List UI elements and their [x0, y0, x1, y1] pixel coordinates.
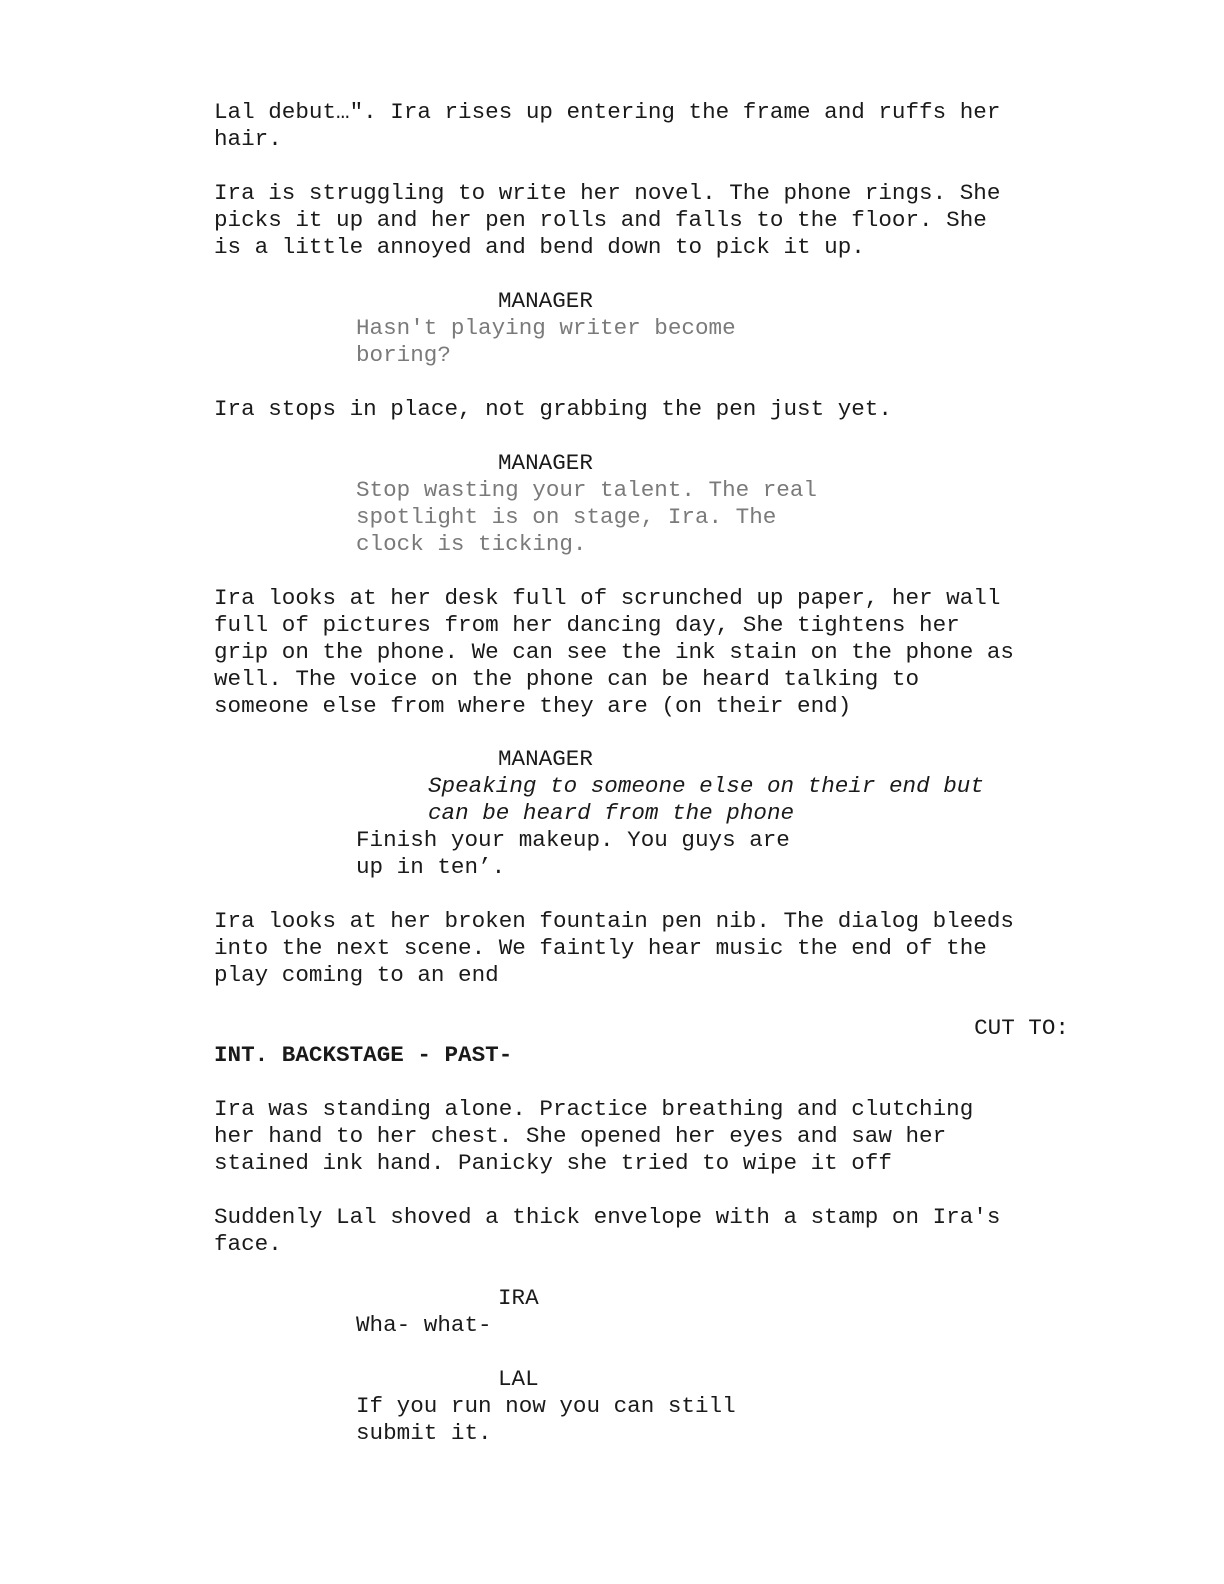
- dialogue: If you run now you can still submit it.: [356, 1393, 736, 1446]
- action-paragraph: Ira was standing alone. Practice breathing and clutching her hand to her chest. She opened her eyes and saw her stained ink hand. Panicky she tried to wipe it off: [214, 1096, 974, 1176]
- dialogue: Wha- what-: [356, 1312, 492, 1338]
- action-paragraph: Suddenly Lal shoved a thick envelope with a stamp on Ira's face.: [214, 1204, 1001, 1257]
- character-name: MANAGER: [498, 450, 593, 476]
- dialogue: Finish your makeup. You guys are up in ten’.: [356, 827, 790, 880]
- character-name: LAL: [498, 1366, 539, 1392]
- parenthetical: Speaking to someone else on their end but can be heard from the phone: [428, 773, 984, 826]
- action-paragraph: Lal debut…". Ira rises up entering the frame and ruffs her hair.: [214, 99, 1001, 152]
- character-name: MANAGER: [498, 288, 593, 314]
- dialogue: Stop wasting your talent. The real spotlight is on stage, Ira. The clock is ticking.: [356, 477, 817, 557]
- action-paragraph: Ira is struggling to write her novel. The phone rings. She picks it up and her pen rolls and falls to the floor. She is a little annoyed and bend down to pick it up.: [214, 180, 1001, 260]
- character-name: IRA: [498, 1285, 539, 1311]
- scene-heading: INT. BACKSTAGE - PAST-: [214, 1042, 513, 1068]
- character-name: MANAGER: [498, 746, 593, 772]
- transition: CUT TO:: [974, 1015, 1069, 1041]
- action-paragraph: Ira looks at her desk full of scrunched up paper, her wall full of pictures from her dancing day, She tightens her grip on the phone. We can see the ink stain on the phone as well. The voice on the phone can be heard talking to someone else from where they are (on their end): [214, 585, 1014, 719]
- action-paragraph: Ira looks at her broken fountain pen nib. The dialog bleeds into the next scene. We faintly hear music the end of the play coming to an end: [214, 908, 1014, 988]
- dialogue: Hasn't playing writer become boring?: [356, 315, 736, 368]
- action-paragraph: Ira stops in place, not grabbing the pen just yet.: [214, 396, 892, 422]
